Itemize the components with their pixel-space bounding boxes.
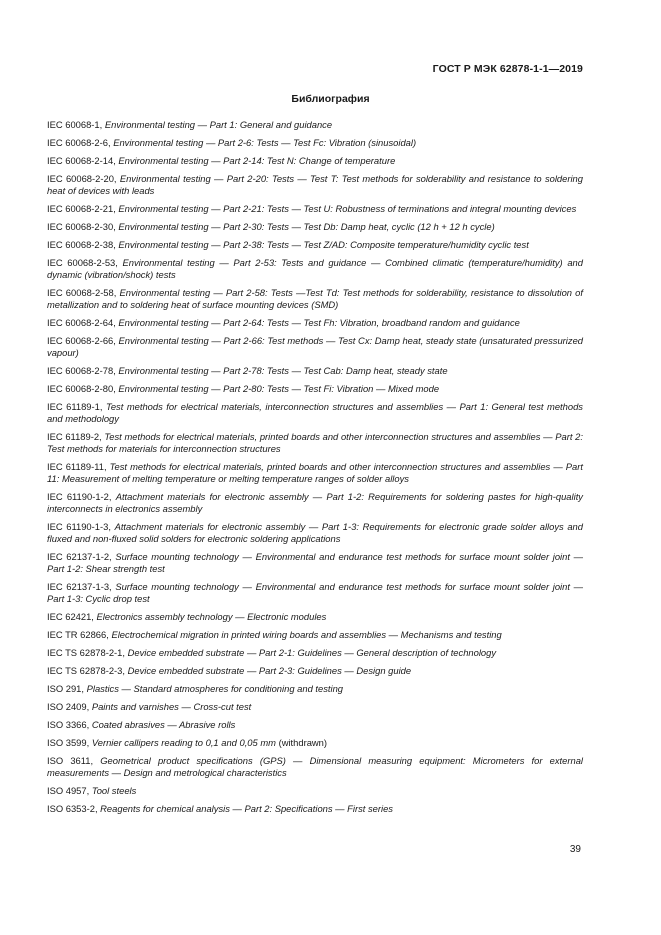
entry-code: IEC 62137-1-2, [47, 551, 116, 562]
bibliography-entry [47, 803, 583, 815]
bibliography-entry [47, 401, 583, 425]
entry-title: Attachment materials for electronic assembly — Part 1-3: Requirements for electronic grade solder alloys and fluxed and non-fluxed solid solders for electronic soldering applications [47, 521, 583, 544]
entry-title: Environmental testing — Part 2-14: Test N: Change of temperature [118, 155, 396, 166]
bibliography-entry [47, 665, 583, 677]
bibliography-entry [47, 203, 583, 215]
entry-code: IEC 60068-2-21, [47, 203, 119, 214]
entry-code: IEC TS 62878-2-1, [47, 647, 128, 658]
bibliography-entry [47, 611, 583, 623]
bibliography-list [47, 119, 583, 821]
entry-title: Environmental testing — Part 2-21: Tests — Test U: Robustness of terminations and integral mounting devices [118, 203, 577, 214]
entry-title: Device embedded substrate — Part 2-3: Guidelines — Design guide [127, 665, 412, 676]
entry-title: Environmental testing — Part 2-6: Tests — Test Fc: Vibration (sinusoidal) [113, 137, 417, 148]
entry-title: Geometrical product specifications (GPS) — Dimensional measuring equipment: Micrometers for external measurements — Design and metrological characteristics [47, 755, 583, 778]
bibliography-entry [47, 737, 583, 749]
entry-code: IEC 60068-2-64, [47, 317, 119, 328]
entry-title: Environmental testing — Part 2-53: Tests and guidance — Combined climatic (temperature/humidity) and dynamic (vibration/shock) tests [47, 257, 583, 280]
entry-title: Surface mounting technology — Environmental and endurance test methods for surface mount solder joint — Part 1-3: Cyclic drop test [47, 581, 583, 604]
bibliography-entry [47, 701, 583, 713]
entry-code: IEC 60068-2-78, [47, 365, 119, 376]
bibliography-entry [47, 239, 583, 251]
bibliography-entry [47, 287, 583, 311]
bibliography-entry [47, 221, 583, 233]
entry-title: Paints and varnishes — Cross-cut test [91, 701, 252, 712]
bibliography-entry [47, 647, 583, 659]
bibliography-entry [47, 257, 583, 281]
entry-title: Surface mounting technology — Environmental and endurance test methods for surface mount solder joint — Part 1-2: Shear strength test [47, 551, 583, 574]
bibliography-entry [47, 155, 583, 167]
entry-code: IEC 60068-2-38, [47, 239, 119, 250]
entry-title: Electrochemical migration in printed wiring boards and assemblies — Mechanisms and testing [111, 629, 502, 640]
entry-code: IEC 60068-2-14, [47, 155, 119, 166]
entry-code: IEC 61189-11, [47, 461, 110, 472]
entry-code: IEC 62421, [47, 611, 97, 622]
entry-title: Environmental testing — Part 2-80: Tests — Test Fi: Vibration — Mixed mode [118, 383, 440, 394]
bibliography-entry [47, 755, 583, 779]
entry-code: IEC 61190-1-3, [47, 521, 115, 532]
entry-code: IEC 61189-1, [47, 401, 106, 412]
entry-code: IEC 60068-2-58, [47, 287, 120, 298]
entry-title: Environmental testing — Part 2-30: Tests — Test Db: Damp heat, cyclic (12 h + 12 h cycle) [118, 221, 495, 232]
entry-title: Reagents for chemical analysis — Part 2: Specifications — First series [100, 803, 393, 814]
entry-title: Device embedded substrate — Part 2-1: Guidelines — General description of technology [127, 647, 497, 658]
bibliography-entry [47, 383, 583, 395]
bibliography-entry [47, 581, 583, 605]
entry-title: Coated abrasives — Abrasive rolls [91, 719, 236, 730]
bibliography-entry [47, 365, 583, 377]
entry-title: Environmental testing — Part 2-64: Tests — Test Fh: Vibration, broadband random and guidance [118, 317, 520, 328]
entry-code: IEC 60068-2-66, [47, 335, 119, 346]
entry-code: ISO 2409, [47, 701, 92, 712]
page-number: 39 [569, 844, 581, 855]
bibliography-entry [47, 551, 583, 575]
bibliography-entry [47, 629, 583, 641]
entry-title: Environmental testing — Part 2-66: Test methods — Test Cx: Damp heat, steady state (unsaturated pressurized vapour) [47, 335, 583, 358]
entry-title: Environmental testing — Part 2-78: Tests — Test Cab: Damp heat, steady state [118, 365, 448, 376]
bibliography-entry [47, 785, 583, 797]
entry-code: ISO 3366, [47, 719, 92, 730]
entry-code: ISO 3611, [47, 755, 101, 766]
entry-code: IEC 60068-2-6, [47, 137, 114, 148]
entry-code: IEC 60068-2-30, [47, 221, 119, 232]
entry-title: Vernier callipers reading to 0,1 and 0,05 mm [91, 737, 276, 748]
bibliography-entry [47, 719, 583, 731]
entry-title: Test methods for electrical materials, printed boards and other interconnection structures and assemblies — Part 2: Test methods for materials for interconnection structures [47, 431, 583, 454]
entry-code: IEC TR 62866, [47, 629, 112, 640]
bibliography-entry [47, 683, 583, 695]
bibliography-entry [47, 491, 583, 515]
entry-title: Environmental testing — Part 2-38: Tests — Test Z/AD: Composite temperature/humidity cyclic test [118, 239, 529, 250]
entry-code: IEC 60068-1, [47, 119, 105, 130]
entry-code: IEC 61189-2, [47, 431, 105, 442]
entry-code: ISO 6353-2, [47, 803, 101, 814]
entry-code: ISO 291, [47, 683, 87, 694]
entry-code: IEC 61190-1-2, [47, 491, 116, 502]
entry-title: Test methods for electrical materials, printed boards and other interconnection structures and assemblies — Part 11: Measurement of melting temperature or melting temperature ranges of solder alloys [47, 461, 583, 484]
entry-code: IEC 62137-1-3, [47, 581, 116, 592]
entry-title: Tool steels [91, 785, 137, 796]
bibliography-entry [47, 317, 583, 329]
entry-title: Plastics — Standard atmospheres for conditioning and testing [86, 683, 344, 694]
entry-code: IEC TS 62878-2-3, [47, 665, 128, 676]
entry-note: (withdrawn) [275, 737, 328, 748]
entry-code: ISO 4957, [47, 785, 92, 796]
bibliography-entry [47, 521, 583, 545]
entry-title: Attachment materials for electronic assembly — Part 1-2: Requirements for soldering pastes for high-quality interconnects in electronics assembly [47, 491, 583, 514]
entry-title: Environmental testing — Part 2-20: Tests — Test T: Test methods for solderability and resistance to soldering heat of devices with leads [47, 173, 583, 196]
bibliography-entry [47, 461, 583, 485]
page-title: Библиография [291, 93, 370, 105]
entry-title: Environmental testing — Part 1: General and guidance [104, 119, 333, 130]
bibliography-entry [47, 431, 583, 455]
bibliography-entry [47, 335, 583, 359]
document-code-header: ГОСТ Р МЭК 62878-1-1—2019 [432, 63, 583, 75]
bibliography-entry [47, 173, 583, 197]
entry-title: Test methods for electrical materials, interconnection structures and assemblies — Part 1: General test methods and methodology [47, 401, 583, 424]
bibliography-entry [47, 137, 583, 149]
entry-title: Environmental testing — Part 2-58: Tests —Test Td: Test methods for solderability, resistance to dissolution of metallization and to soldering heat of surface mounting devices (SMD) [47, 287, 583, 310]
entry-title: Electronics assembly technology — Electronic modules [96, 611, 327, 622]
entry-code: IEC 60068-2-80, [47, 383, 119, 394]
entry-code: ISO 3599, [47, 737, 92, 748]
entry-code: IEC 60068-2-53, [47, 257, 123, 268]
bibliography-entry [47, 119, 583, 131]
entry-code: IEC 60068-2-20, [47, 173, 120, 184]
